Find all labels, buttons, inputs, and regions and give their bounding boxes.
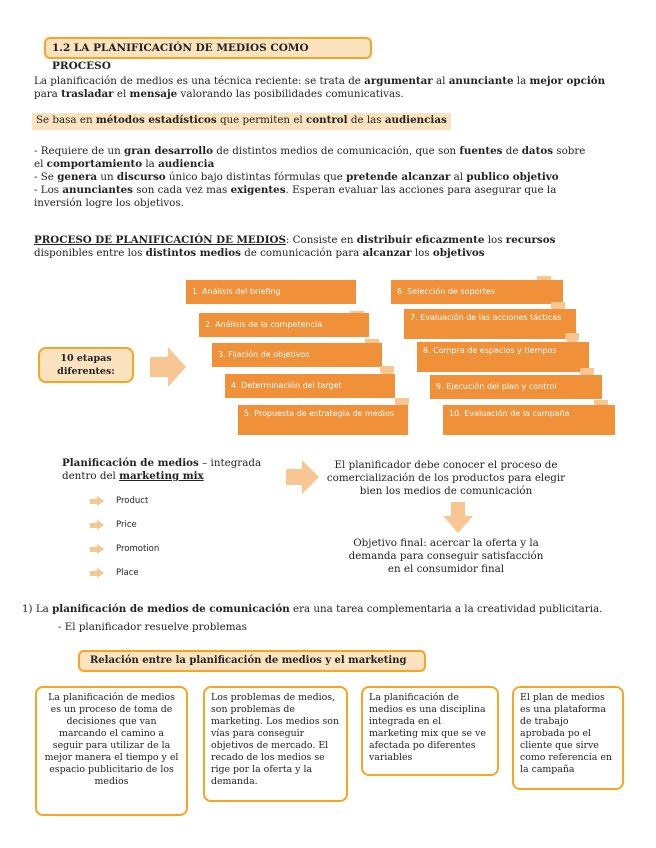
arrow-down-icon xyxy=(443,502,473,534)
step-1: 1. Análisis del briefing xyxy=(186,280,356,304)
mix-heading: Planificación de medios – integrada dentro del marketing mix xyxy=(62,457,262,482)
step-5: 5. Propuesta de estrategia de medios xyxy=(238,405,408,435)
list-item: Place xyxy=(116,568,139,578)
bullet-list: - Requiere de un gran desarrollo de distintos medios de comunicación, que son fuentes de datos sobre el comportamiento la audiencia - Se genera un discurso único bajo distintas fórmulas que pretende alcanzar al publico objetivo - Los anunciantes son cada vez mas exigentes. Esperan evaluar las acciones para asegurar que la inversión logre los objetivos. xyxy=(34,145,634,210)
objetivo-final-text: Objetivo final: acercar la oferta y la demanda para conseguir satisfacción en el consumidor final xyxy=(348,537,544,575)
card-2: Los problemas de medios, son problemas de marketing. Los medios son vías para conseguir objetivos de mercado. El recado de los medios se rige por la oferta y la demanda. xyxy=(203,686,348,802)
step-3: 3. Fijación de objetivos xyxy=(212,343,382,367)
etapas-box: 10 etapas diferentes: xyxy=(38,347,134,383)
arrow-right-icon xyxy=(97,496,104,506)
list-item: - Los anunciantes son cada vez mas exigentes. Esperan evaluar las acciones para asegurar que la xyxy=(34,184,557,196)
step-2: 2. Análisis de la competencia xyxy=(199,313,369,337)
arrow-right-icon xyxy=(97,544,104,554)
basa-highlight: Se basa en métodos estadísticos que permiten el control de las audiencias xyxy=(32,113,451,130)
list-item: - Se genera un discurso único bajo distintas fórmulas que pretende alcanzar al publico objetivo xyxy=(34,171,559,183)
step-7: 7. Evaluación de las acciones tácticas xyxy=(404,309,576,339)
card-3: La planificación de medios es una disciplina integrada en el marketing mix que se ve afectada po diferentes variables xyxy=(361,686,499,776)
list-item: Product xyxy=(116,496,149,506)
arrow-right-icon xyxy=(286,460,320,494)
arrow-right-icon xyxy=(97,568,104,578)
planificador-text: El planificador debe conocer el proceso de comercialización de los productos para elegir bien los medios de comunicación xyxy=(326,459,566,497)
intro-paragraph: La planificación de medios es una técnica reciente: se trata de argumentar al anunciante la mejor opción para trasladar el mensaje valorando las posibilidades comunicativas. xyxy=(34,75,606,100)
arrow-right-icon xyxy=(97,520,104,530)
list-item: - Requiere de un gran desarrollo de distintos medios de comunicación, que son fuentes de datos sobre xyxy=(34,145,586,157)
list-item: Price xyxy=(116,520,137,530)
card-1: La planificación de medios es un proceso de toma de decisiones que van marcando el camino a seguir para utilizar de la mejor manera el tiempo y el espacio publicitario de los medios xyxy=(35,686,188,816)
step-10: 10. Evaluación de la campaña xyxy=(443,405,615,435)
list-item: Promotion xyxy=(116,544,160,554)
step-9: 9. Ejecución del plan y control xyxy=(430,375,602,399)
section-title: 1.2 LA PLANIFICACIÓN DE MEDIOS COMO PROCESO xyxy=(44,37,372,59)
relacion-heading: Relación entre la planificación de medios y el marketing xyxy=(78,650,426,672)
card-4: El plan de medios es una plataforma de trabajo aprobada po el cliente que sirve como referencia en la campaña xyxy=(512,686,624,790)
step-4: 4. Determinación del target xyxy=(225,374,395,398)
step-8: 8. Compra de espacios y tiempos xyxy=(417,342,589,372)
arrow-right-icon xyxy=(150,345,188,389)
point-1: 1) La planificación de medios de comunicación era una tarea complementaria a la creatividad publicitaria. - El planificador resuelve problemas xyxy=(22,603,603,633)
step-6: 6. Selección de soportes xyxy=(391,280,563,304)
proceso-paragraph: PROCESO DE PLANIFICACIÓN DE MEDIOS: Consiste en distribuir eficazmente los recursos disponibles entre los distintos medios de comunicación para alcanzar los objetivos xyxy=(34,234,556,259)
